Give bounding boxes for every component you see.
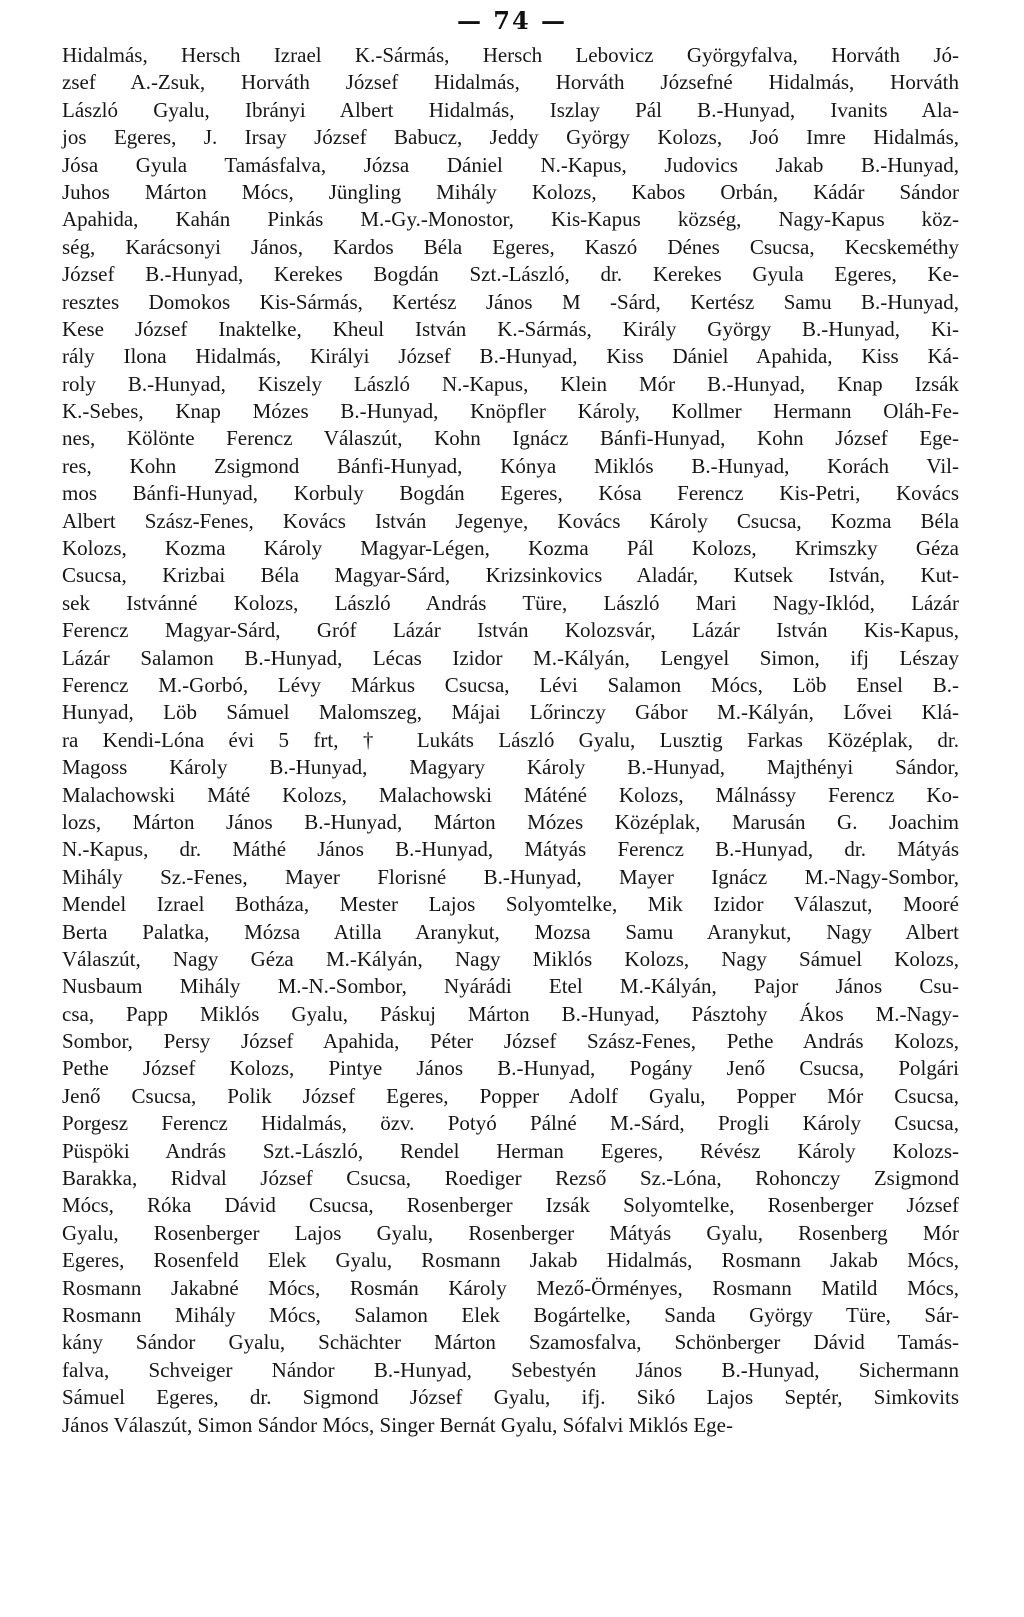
text-line: Csucsa, Krizbai Béla Magyar-Sárd, Krizsinkovics Aladár, Kutsek István, Kut- [62,563,959,588]
text-line: mos Bánfi-Hunyad, Korbuly Bogdán Egeres, Kósa Ferencz Kis-Petri, Kovács [62,481,959,506]
text-line: rály Ilona Hidalmás, Királyi József B.-Hunyad, Kiss Dániel Apahida, Kiss Ká- [62,344,959,369]
text-line: Rosmann Mihály Mócs, Salamon Elek Bogártelke, Sanda György Türe, Sár- [62,1302,959,1327]
text-line: lozs, Márton János B.-Hunyad, Márton Mózes Középlak, Marusán G. Joachim [62,809,959,834]
text-line: Barakka, Ridval József Csucsa, Roediger Rezső Sz.-Lóna, Rohonczy Zsigmond [62,1166,959,1191]
text-line: László Gyalu, Ibrányi Albert Hidalmás, Iszlay Pál B.-Hunyad, Ivanits Ala- [62,97,959,122]
text-line: Mócs, Róka Dávid Csucsa, Rosenberger Izsák Solyomtelke, Rosenberger József [62,1193,959,1218]
text-line: kány Sándor Gyalu, Schächter Márton Szamosfalva, Schönberger Dávid Tamás- [62,1330,959,1355]
text-line: Sámuel Egeres, dr. Sigmond József Gyalu, ifj. Sikó Lajos Septér, Simkovits [62,1385,959,1410]
page-number: — 74 — [456,6,568,35]
text-line: res, Kohn Zsigmond Bánfi-Hunyad, Kónya Miklós B.-Hunyad, Korách Vil- [62,453,959,478]
text-line: Válaszút, Nagy Géza M.-Kályán, Nagy Miklós Kolozs, Nagy Sámuel Kolozs, [62,946,959,971]
text-line: Rosmann Jakabné Mócs, Rosmán Károly Mező-Örményes, Rosmann Matild Mócs, [62,1275,959,1300]
text-line: Jenő Csucsa, Polik József Egeres, Popper Adolf Gyalu, Popper Mór Csucsa, [62,1083,959,1108]
text-line: József B.-Hunyad, Kerekes Bogdán Szt.-László, dr. Kerekes Gyula Egeres, Ke- [62,262,959,287]
text-line: Juhos Márton Mócs, Jüngling Mihály Kolozs, Kabos Orbán, Kádár Sándor [62,179,959,204]
text-line: Ferencz M.-Gorbó, Lévy Márkus Csucsa, Lévi Salamon Mócs, Löb Ensel B.- [62,672,959,697]
text-line: ra Kendi-Lóna évi 5 frt, † Lukáts László Gyalu, Lusztig Farkas Középlak, dr. [62,727,959,752]
text-line: Ferencz Magyar-Sárd, Gróf Lázár István Kolozsvár, Lázár István Kis-Kapus, [62,618,959,643]
text-line: Gyalu, Rosenberger Lajos Gyalu, Rosenberger Mátyás Gyalu, Rosenberg Mór [62,1220,959,1245]
text-line: Mihály Sz.-Fenes, Mayer Florisné B.-Hunyad, Mayer Ignácz M.-Nagy-Sombor, [62,864,959,889]
text-line: csa, Papp Miklós Gyalu, Páskuj Márton B.-Hunyad, Pásztohy Ákos M.-Nagy- [62,1001,959,1026]
text-line: sek Istvánné Kolozs, László András Türe, László Mari Nagy-Iklód, Lázár [62,590,959,615]
text-line: resztes Domokos Kis-Sármás, Kertész János M -Sárd, Kertész Samu B.-Hunyad, [62,289,959,314]
text-line: Kese József Inaktelke, Kheul István K.-Sármás, Király György B.-Hunyad, Ki- [62,316,959,341]
text-line: Sombor, Persy József Apahida, Péter József Szász-Fenes, Pethe András Kolozs, [62,1029,959,1054]
text-line: Berta Palatka, Mózsa Atilla Aranykut, Mozsa Samu Aranykut, Nagy Albert [62,919,959,944]
text-line: Jósa Gyula Tamásfalva, Józsa Dániel N.-Kapus, Judovics Jakab B.-Hunyad, [62,152,959,177]
text-line: Porgesz Ferencz Hidalmás, özv. Potyó Pálné M.-Sárd, Progli Károly Csucsa, [62,1111,959,1136]
text-line: Püspöki András Szt.-László, Rendel Herman Egeres, Révész Károly Kolozs- [62,1138,959,1163]
text-line: roly B.-Hunyad, Kiszely László N.-Kapus, Klein Mór B.-Hunyad, Knap Izsák [62,371,959,396]
text-line: Apahida, Kahán Pinkás M.-Gy.-Monostor, Kis-Kapus község, Nagy-Kapus köz- [62,207,959,232]
text-line: Mendel Izrael Botháza, Mester Lajos Solyomtelke, Mik Izidor Válaszut, Mooré [62,892,959,917]
body-text [62,42,959,1439]
text-line: ség, Karácsonyi János, Kardos Béla Egeres, Kaszó Dénes Csucsa, Kecskeméthy [62,234,959,259]
text-line: János Válaszút, Simon Sándor Mócs, Singer Bernát Gyalu, Sófalvi Miklós Ege- [62,1412,733,1437]
text-line: falva, Schveiger Nándor B.-Hunyad, Sebestyén János B.-Hunyad, Sichermann [62,1357,959,1382]
text-line: Nusbaum Mihály M.-N.-Sombor, Nyárádi Etel M.-Kályán, Pajor János Csu- [62,974,959,999]
text-line: K.-Sebes, Knap Mózes B.-Hunyad, Knöpfler Károly, Kollmer Hermann Oláh-Fe- [62,399,959,424]
text-line: Lázár Salamon B.-Hunyad, Lécas Izidor M.-Kályán, Lengyel Simon, ifj Lészay [62,645,959,670]
text-line: Hunyad, Löb Sámuel Malomszeg, Májai Lőrinczy Gábor M.-Kályán, Lővei Klá- [62,700,959,725]
text-line: Magoss Károly B.-Hunyad, Magyary Károly B.-Hunyad, Majthényi Sándor, [62,755,959,780]
text-line: Hidalmás, Hersch Izrael K.-Sármás, Hersch Lebovicz Györgyfalva, Horváth Jó- [62,43,959,67]
text-line: Albert Szász-Fenes, Kovács István Jegenye, Kovács Károly Csucsa, Kozma Béla [62,508,959,533]
text-line: N.-Kapus, dr. Máthé János B.-Hunyad, Mátyás Ferencz B.-Hunyad, dr. Mátyás [62,837,959,862]
text-line: jos Egeres, J. Irsay József Babucz, Jeddy György Kolozs, Joó Imre Hidalmás, [62,125,959,150]
text-line: zsef A.-Zsuk, Horváth József Hidalmás, Horváth Józsefné Hidalmás, Horváth [62,70,959,95]
text-line: Egeres, Rosenfeld Elek Gyalu, Rosmann Jakab Hidalmás, Rosmann Jakab Mócs, [62,1248,959,1273]
text-line: Malachowski Máté Kolozs, Malachowski Máténé Kolozs, Málnássy Ferencz Ko- [62,782,959,807]
text-line: Kolozs, Kozma Károly Magyar-Légen, Kozma Pál Kolozs, Krimszky Géza [62,536,959,561]
text-line: Pethe József Kolozs, Pintye János B.-Hunyad, Pogány Jenő Csucsa, Polgári [62,1056,959,1081]
text-line: nes, Kölönte Ferencz Válaszút, Kohn Ignácz Bánfi-Hunyad, Kohn József Ege- [62,426,959,451]
